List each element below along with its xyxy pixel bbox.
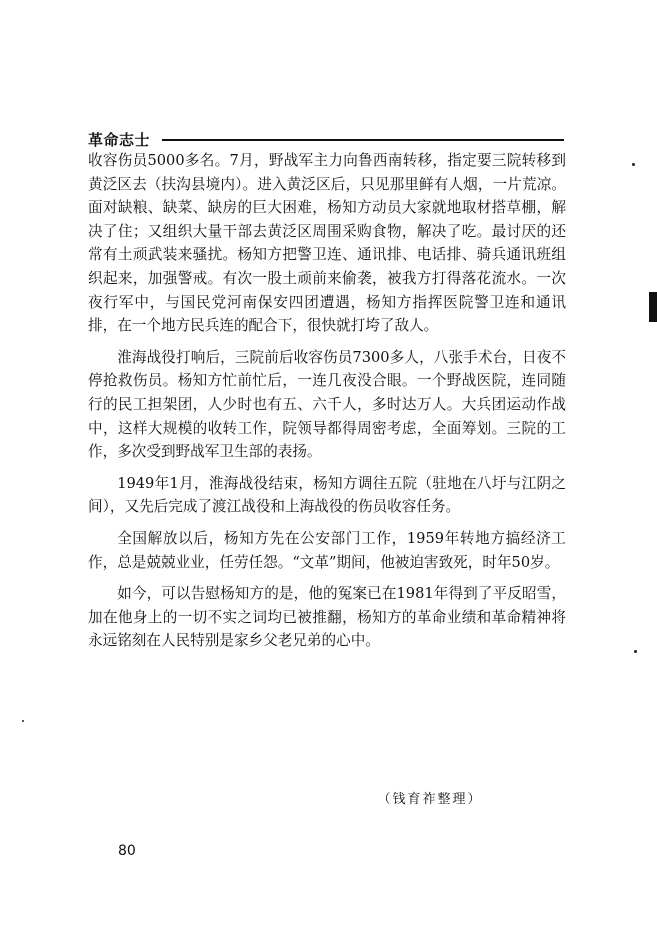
scan-speck <box>632 163 635 166</box>
scan-speck <box>22 720 24 722</box>
page-number: 80 <box>118 843 136 859</box>
editor-signature: （钱育祚整理） <box>377 792 483 807</box>
running-title: 革命志士 <box>88 130 151 149</box>
header-rule <box>162 139 564 141</box>
paragraph: 全国解放以后，杨知方先在公安部门工作，1959年转地方搞经济工作，总是兢兢业业，任劳任怨。“文革”期间，他被迫害致死，时年50岁。 <box>88 529 566 571</box>
paragraph-continued: 收容伤员5000多名。7月，野战军主力向鲁西南转移，指定要三院转移到黄泛区去（扶沟县境内）。进入黄泛区后，只见那里鲜有人烟，一片荒凉。面对缺粮、缺菜、缺房的巨大困难，杨知方动员大家就地取材搭草棚，解决了住；又组织大量干部去黄泛区周围采购食物，解决了吃。最讨厌的还常有土顽武装来骚扰。杨知方把警卫连、通讯排、电话排、骑兵通讯班组织起来，加强警戒。有次一股土顽前来偷袭，被我方打得落花流水。一次夜行军中，与国民党河南保安四团遭遇，杨知方指挥医院警卫连和通讯排，在一个地方民兵连的配合下，很快就打垮了敌人。 <box>88 152 566 335</box>
paragraph: 1949年1月，淮海战役结束，杨知方调往五院（驻地在八圩与江阴之间），又先后完成了渡江战役和上海战役的伤员收容任务。 <box>88 474 566 516</box>
scan-speck <box>634 650 637 653</box>
running-header <box>88 128 564 150</box>
paragraph: 淮海战役打响后，三院前后收容伤员7300多人，八张手术台，日夜不停抢救伤员。杨知方忙前忙后，一连几夜没合眼。一个野战医院，连同随行的民工担架团，人少时也有五、六千人，多时达万人。大兵团运动作战中，这样大规模的收转工作，院领导都得周密考虑，全面筹划。三院的工作，多次受到野战军卫生部的表扬。 <box>88 348 566 461</box>
paragraph: 如今，可以告慰杨知方的是，他的冤案已在1981年得到了平反昭雪，加在他身上的一切不实之词均已被推翻，杨知方的革命业绩和革命精神将永远铭刻在人民特别是家乡父老兄弟的心中。 <box>88 585 566 650</box>
scan-edge-mark <box>649 292 657 322</box>
body-text <box>88 149 566 661</box>
